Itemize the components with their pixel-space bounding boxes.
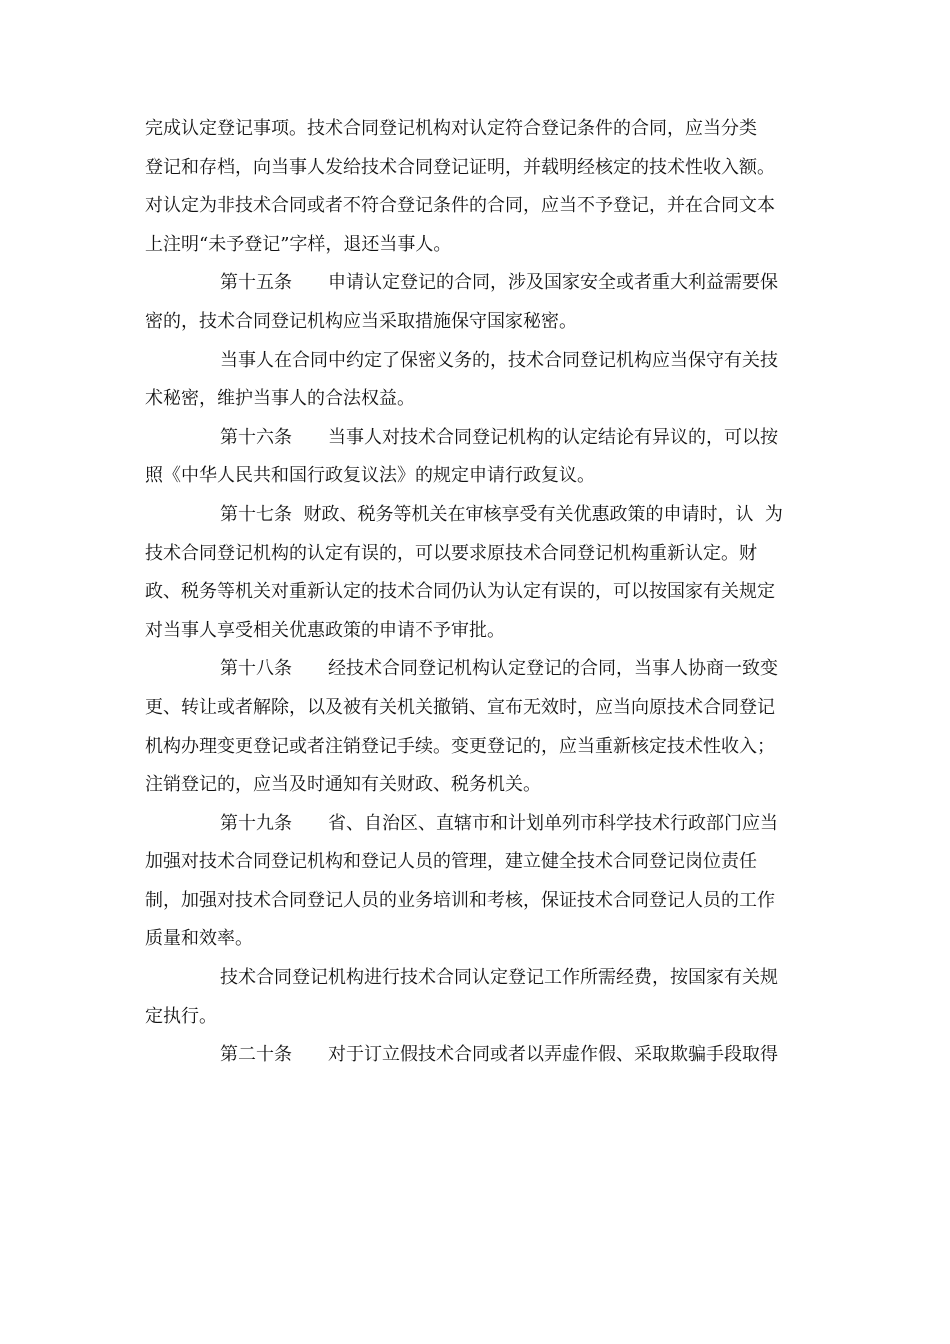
text-line: 登记和存档，向当事人发给技术合同登记证明，并载明经核定的技术性收入额。 [145, 156, 775, 178]
text-line: 更、转让或者解除，以及被有关机关撤销、宣布无效时，应当向原技术合同登记 [145, 696, 775, 718]
article-19-first-line: 第十九条 省、自治区、直辖市和计划单列市科学技术行政部门应当 [220, 812, 778, 834]
article-20-first-line: 第二十条 对于订立假技术合同或者以弄虚作假、采取欺骗手段取得 [220, 1044, 778, 1066]
text-line: 政、税务等机关对重新认定的技术合同仍认为认定有误的，可以按国家有关规定 [145, 581, 775, 603]
text-line: 机构办理变更登记或者注销登记手续。变更登记的，应当重新核定技术性收入； [145, 735, 775, 757]
text-line: 加强对技术合同登记机构和登记人员的管理，建立健全技术合同登记岗位责任 [145, 851, 757, 873]
text-line: 术秘密，维护当事人的合法权益。 [145, 388, 415, 410]
article-17-first-line: 第十七条 财政、税务等机关在审核享受有关优惠政策的申请时，认 为 [220, 503, 783, 525]
text-line: 照《中华人民共和国行政复议法》的规定申请行政复议。 [145, 465, 595, 487]
text-line: 技术合同登记机构的认定有误的，可以要求原技术合同登记机构重新认定。财 [145, 542, 757, 564]
document-body [145, 110, 817, 1075]
paragraph-first-line: 当事人在合同中约定了保密义务的，技术合同登记机构应当保守有关技 [220, 349, 778, 371]
article-18-first-line: 第十八条 经技术合同登记机构认定登记的合同，当事人协商一致变 [220, 658, 778, 680]
paragraph-first-line: 技术合同登记机构进行技术合同认定登记工作所需经费，按国家有关规 [220, 967, 778, 989]
text-line: 完成认定登记事项。技术合同登记机构对认定符合登记条件的合同，应当分类 [145, 118, 757, 139]
text-line: 对认定为非技术合同或者不符合登记条件的合同，应当不予登记，并在合同文本 [145, 195, 775, 217]
article-16-first-line: 第十六条 当事人对技术合同登记机构的认定结论有异议的，可以按 [220, 426, 778, 448]
text-line: 质量和效率。 [145, 928, 253, 950]
article-15-first-line: 第十五条 申请认定登记的合同，涉及国家安全或者重大利益需要保 [220, 272, 778, 294]
text-line: 密的，技术合同登记机构应当采取措施保守国家秘密。 [145, 310, 577, 332]
text-line: 制，加强对技术合同登记人员的业务培训和考核，保证技术合同登记人员的工作 [145, 889, 775, 911]
text-line: 定执行。 [145, 1005, 217, 1027]
text-line: 对当事人享受相关优惠政策的申请不予审批。 [145, 619, 505, 641]
text-line: 上注明“未予登记”字样，退还当事人。 [145, 233, 452, 255]
text-line: 注销登记的，应当及时通知有关财政、税务机关。 [145, 774, 541, 796]
